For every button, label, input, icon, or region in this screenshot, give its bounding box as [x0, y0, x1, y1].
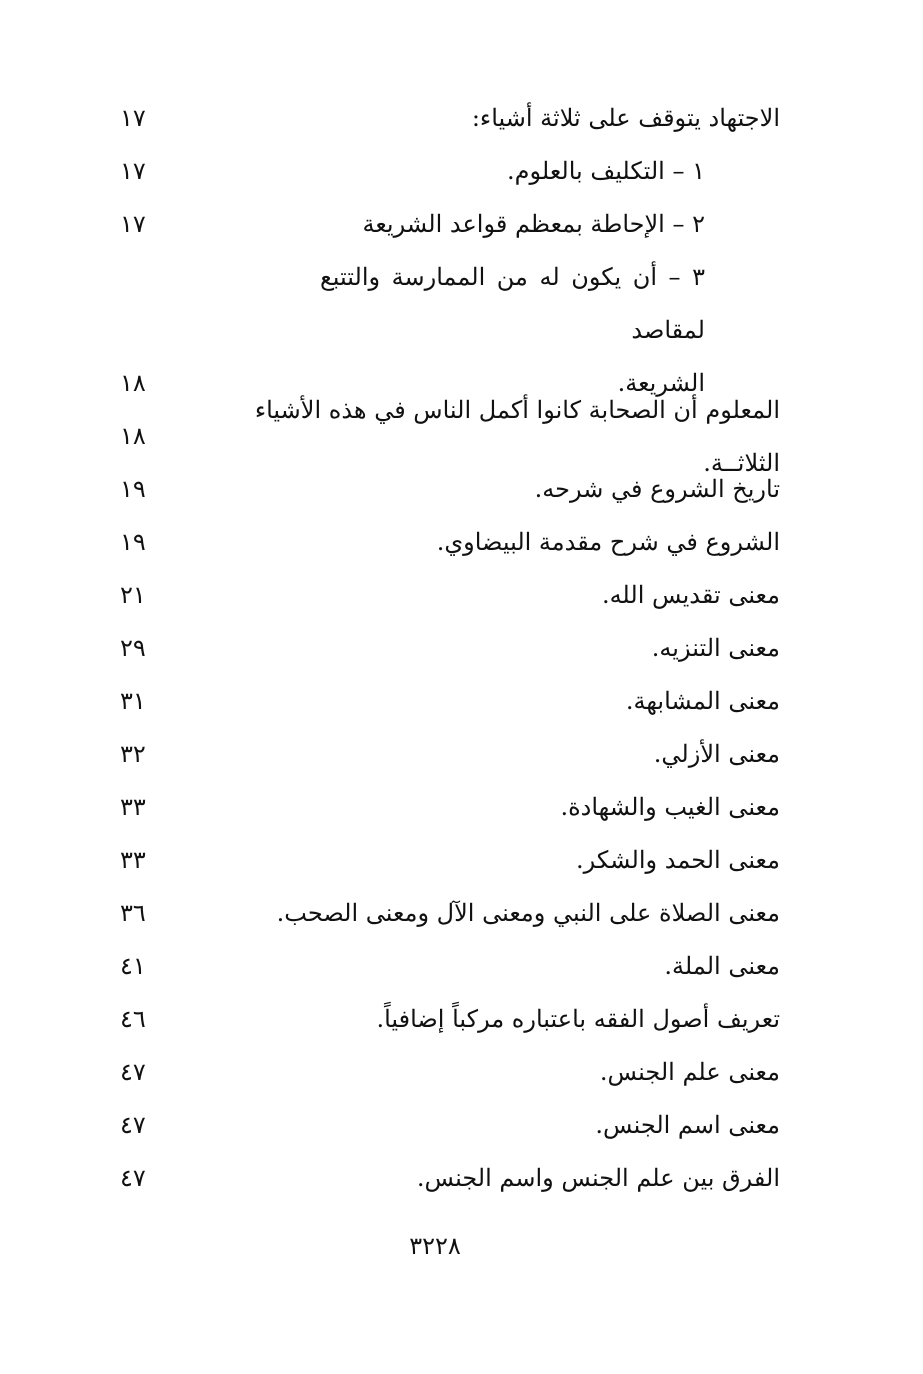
toc-row	[120, 728, 780, 781]
toc-entry-title: تعريف أصول الفقه باعتباره مركباً إضافياً.	[376, 1005, 780, 1033]
toc-entry-page: ٢٩	[120, 634, 146, 662]
toc-entry-title: معنى الحمد والشكر.	[576, 846, 780, 874]
toc-entry-title: معنى المشابهة.	[625, 687, 780, 715]
toc-entry-page: ٣٦	[120, 899, 146, 927]
toc-entry-title-line2: الشريعة.	[617, 369, 705, 397]
toc-row	[120, 834, 780, 887]
toc-entry-title: ٢ – الإحاطة بمعظم قواعد الشريعة	[362, 210, 705, 238]
toc-entry-page: ١٨	[120, 369, 146, 397]
toc-entry-page: ١٧	[120, 157, 146, 185]
toc-entry-page: ٣١	[120, 687, 146, 715]
toc-entry-page: ٤٦	[120, 1005, 146, 1033]
toc-row	[120, 993, 780, 1046]
toc-row	[120, 569, 780, 622]
toc-row	[120, 92, 780, 145]
toc-row	[120, 887, 780, 940]
toc-row	[120, 1152, 780, 1205]
toc-row	[120, 198, 780, 251]
table-of-contents	[120, 92, 780, 1205]
toc-entry-title: الفرق بين علم الجنس واسم الجنس.	[416, 1164, 780, 1192]
toc-entry-page: ٤١	[120, 952, 146, 980]
page-number: ٣٢٢٨	[409, 1232, 461, 1260]
toc-entry-page: ٣٢	[120, 740, 146, 768]
toc-row	[120, 145, 780, 198]
toc-entry-page: ٢١	[120, 581, 146, 609]
toc-entry-title: معنى الأزلي.	[653, 740, 780, 768]
toc-row	[120, 395, 780, 477]
toc-entry-page: ١٩	[120, 528, 146, 556]
toc-entry-title: معنى الغيب والشهادة.	[560, 793, 780, 821]
toc-entry-title: الاجتهاد يتوقف على ثلاثة أشياء:	[471, 104, 780, 132]
toc-entry-page: ٤٧	[120, 1164, 146, 1192]
toc-entry-page: ٤٧	[120, 1058, 146, 1086]
toc-entry-page: ١٧	[120, 104, 146, 132]
toc-entry-title: ١ – التكليف بالعلوم.	[507, 157, 705, 185]
toc-entry-page: ١٩	[120, 475, 146, 503]
toc-entry-title-line1: ٣ – أن يكون له من الممارسة والتتبع لمقاصد	[320, 263, 705, 344]
toc-row	[120, 516, 780, 569]
toc-entry-title: الشروع في شرح مقدمة البيضاوي.	[436, 528, 780, 556]
toc-entry-page: ٤٧	[120, 1111, 146, 1139]
toc-entry-page: ١٨	[120, 422, 146, 450]
toc-entry-title: معنى الصلاة على النبي ومعنى الآل ومعنى الصحب.	[276, 899, 780, 927]
toc-entry-title: معنى تقديس الله.	[601, 581, 780, 609]
toc-entry-title: معنى الملة.	[664, 952, 780, 980]
toc-entry-title: معنى التنزيه.	[651, 634, 780, 662]
toc-entry-page: ٣٣	[120, 793, 146, 821]
toc-row	[120, 1046, 780, 1099]
toc-row	[120, 675, 780, 728]
toc-row	[120, 781, 780, 834]
toc-entry-title: المعلوم أن الصحابة كانوا أكمل الناس في هذه الأشياء الثلاثــة.	[254, 395, 780, 477]
toc-row	[120, 940, 780, 993]
toc-entry-title: معنى اسم الجنس.	[595, 1111, 780, 1139]
toc-entry-page: ٣٣	[120, 846, 146, 874]
toc-row	[120, 463, 780, 516]
toc-entry-page: ١٧	[120, 210, 146, 238]
toc-entry-title: معنى علم الجنس.	[599, 1058, 780, 1086]
toc-row	[120, 622, 780, 675]
toc-entry-title: تاريخ الشروع في شرحه.	[534, 475, 780, 503]
toc-row	[120, 1099, 780, 1152]
